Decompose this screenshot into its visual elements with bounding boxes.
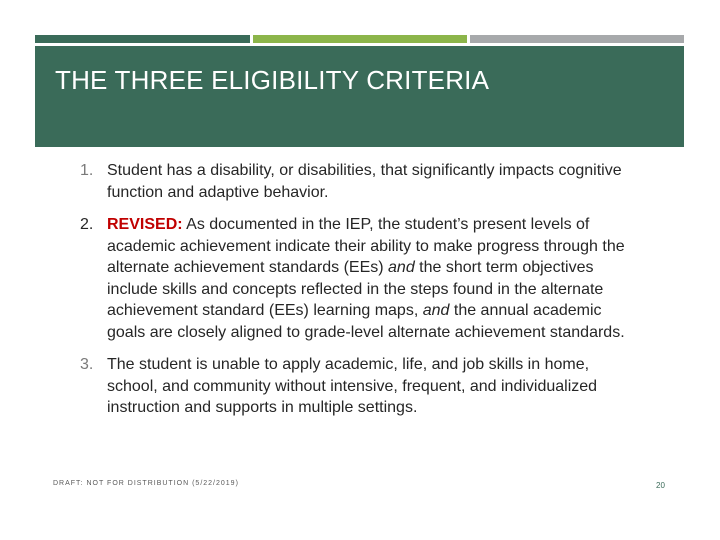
criterion-1 [80, 160, 640, 203]
criterion-text-part: the annual academic goals are closely aligned to grade-level alternate achievement standards. [107, 302, 625, 341]
emphasis-and: and [388, 259, 415, 276]
revised-label: REVISED: [107, 216, 183, 233]
page-number: 20 [656, 481, 665, 490]
accent-bar-green [35, 35, 250, 43]
accent-bar-gray [470, 35, 684, 43]
criterion-number: 3. [80, 356, 94, 373]
slide-title: THE THREE ELIGIBILITY CRITERIA [55, 65, 490, 95]
criterion-text: Student has a disability, or disabilities, that significantly impacts cognitive function and adaptive behavior. [107, 162, 622, 201]
criterion-2 [80, 214, 640, 343]
criterion-text: The student is unable to apply academic, life, and job skills in home, school, and community without intensive, frequent, and individualized instruction and supports in multiple settings. [107, 356, 598, 416]
criterion-text-part: As documented in the IEP, the student’s present levels of academic achievement indicate their ability to make progress through the alternate achievement standards (EEs) [107, 216, 625, 276]
criterion-3 [80, 354, 640, 419]
criteria-list [80, 160, 640, 430]
accent-bar-lime [253, 35, 467, 43]
criterion-number: 2. [80, 216, 94, 233]
criterion-text-part: the short term objectives include skills and concepts reflected in the steps found in the alternate achievement standard (EEs) learning maps, [107, 259, 604, 319]
emphasis-and: and [422, 302, 450, 319]
title-band [35, 46, 684, 147]
draft-footer: DRAFT: NOT FOR DISTRIBUTION (5/22/2019) [53, 480, 239, 487]
criterion-number: 1. [80, 162, 94, 179]
